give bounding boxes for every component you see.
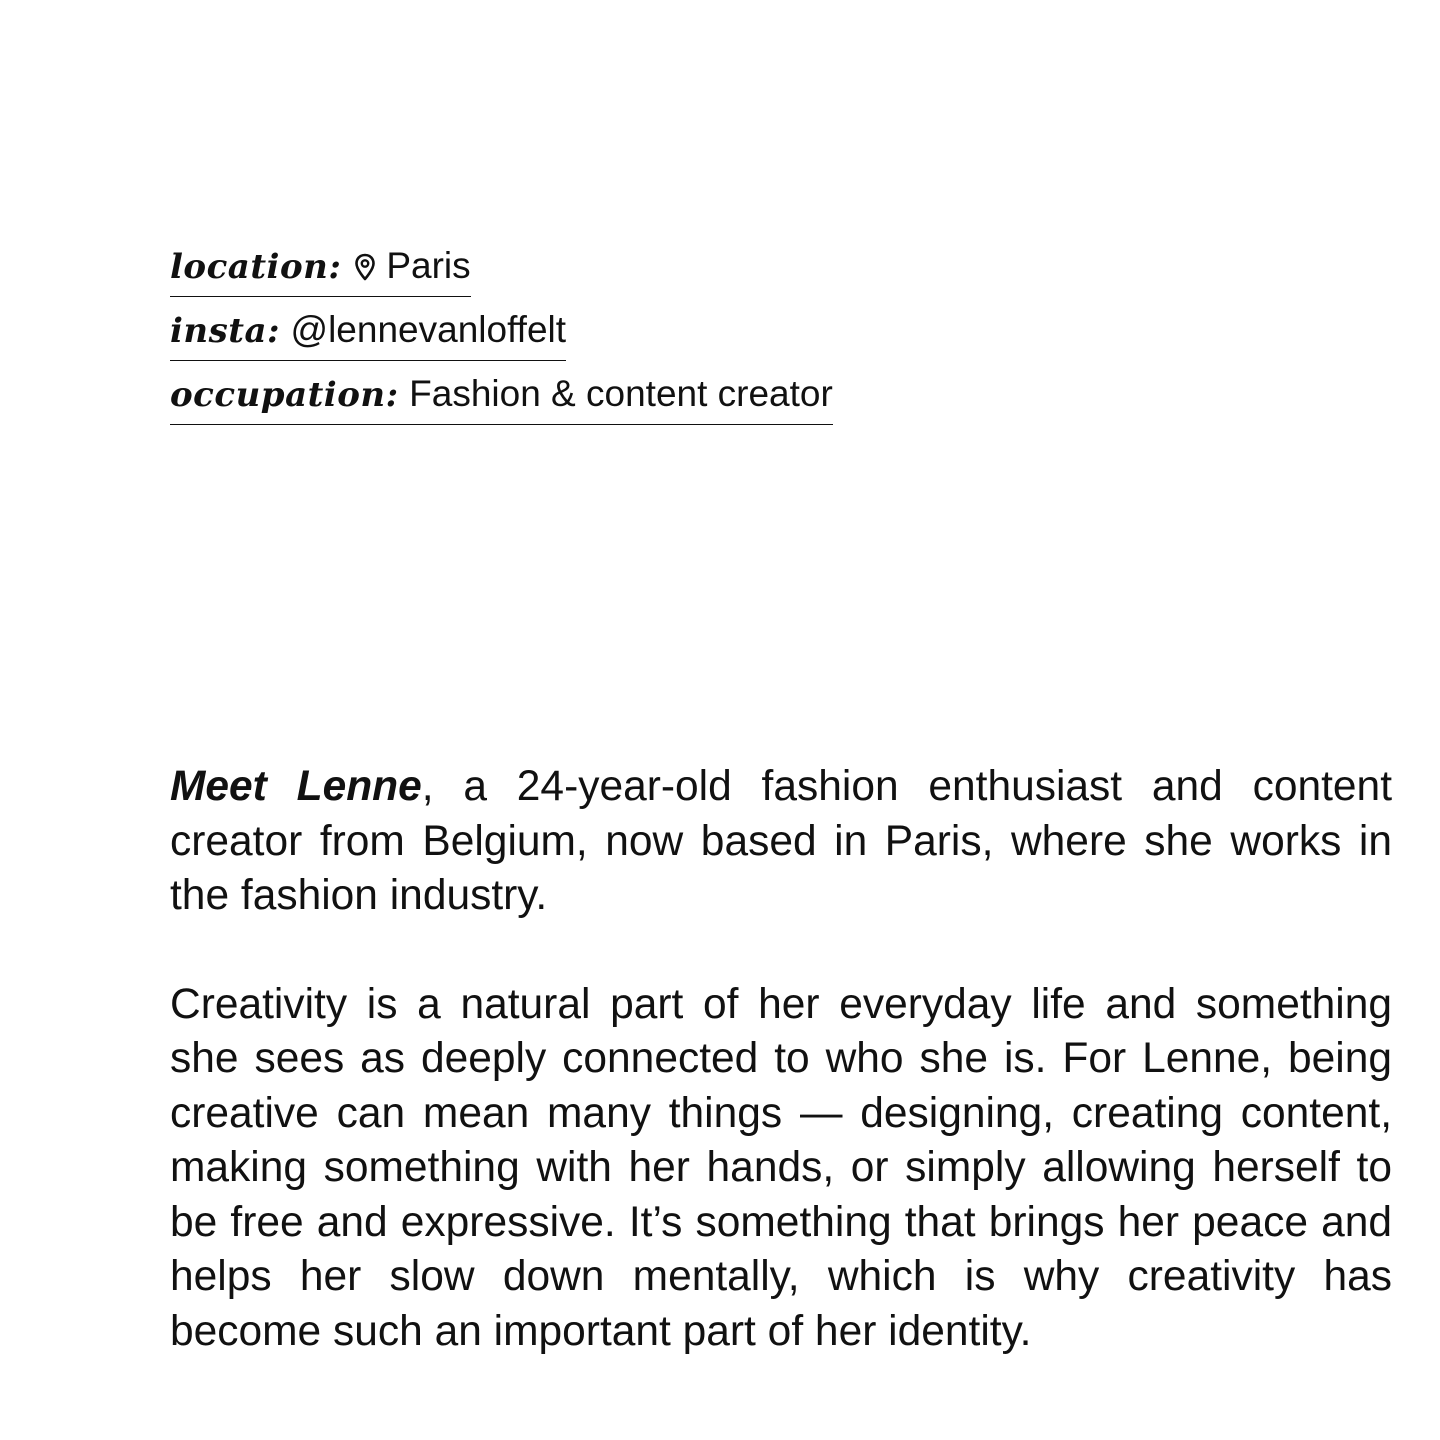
location-label: location: [170, 247, 342, 287]
creativity-paragraph: Creativity is a natural part of her everyday life and something she sees as deeply connected to who she is. For Lenne, being creative can mean many things — designing, creating content, making something with her hands, or simply allowing herself to be free and expressive. It’s something that brings her peace and helps her slow down mentally, which is why creativity has become such an important part of her identity. [170, 980, 1392, 1355]
insta-handle: @lennevanloffelt [290, 309, 567, 350]
insta-label: insta: [170, 311, 281, 351]
location-value: Paris [386, 245, 471, 286]
map-pin-icon [354, 253, 376, 281]
profile-meta [170, 246, 833, 438]
insta-row [170, 310, 566, 374]
occupation-value: Fashion & content creator [409, 373, 833, 414]
intro-lead: Meet Lenne [170, 763, 422, 810]
bio [170, 760, 1392, 1359]
intro-paragraph [170, 760, 1392, 924]
occupation-row [170, 374, 833, 438]
occupation-label: occupation: [170, 375, 399, 415]
location-row [170, 246, 471, 310]
intro-text: , a 24-year-old fashion enthusiast and content creator from Belgium, now based in Paris, where she works in the fashion industry. [170, 763, 1393, 919]
